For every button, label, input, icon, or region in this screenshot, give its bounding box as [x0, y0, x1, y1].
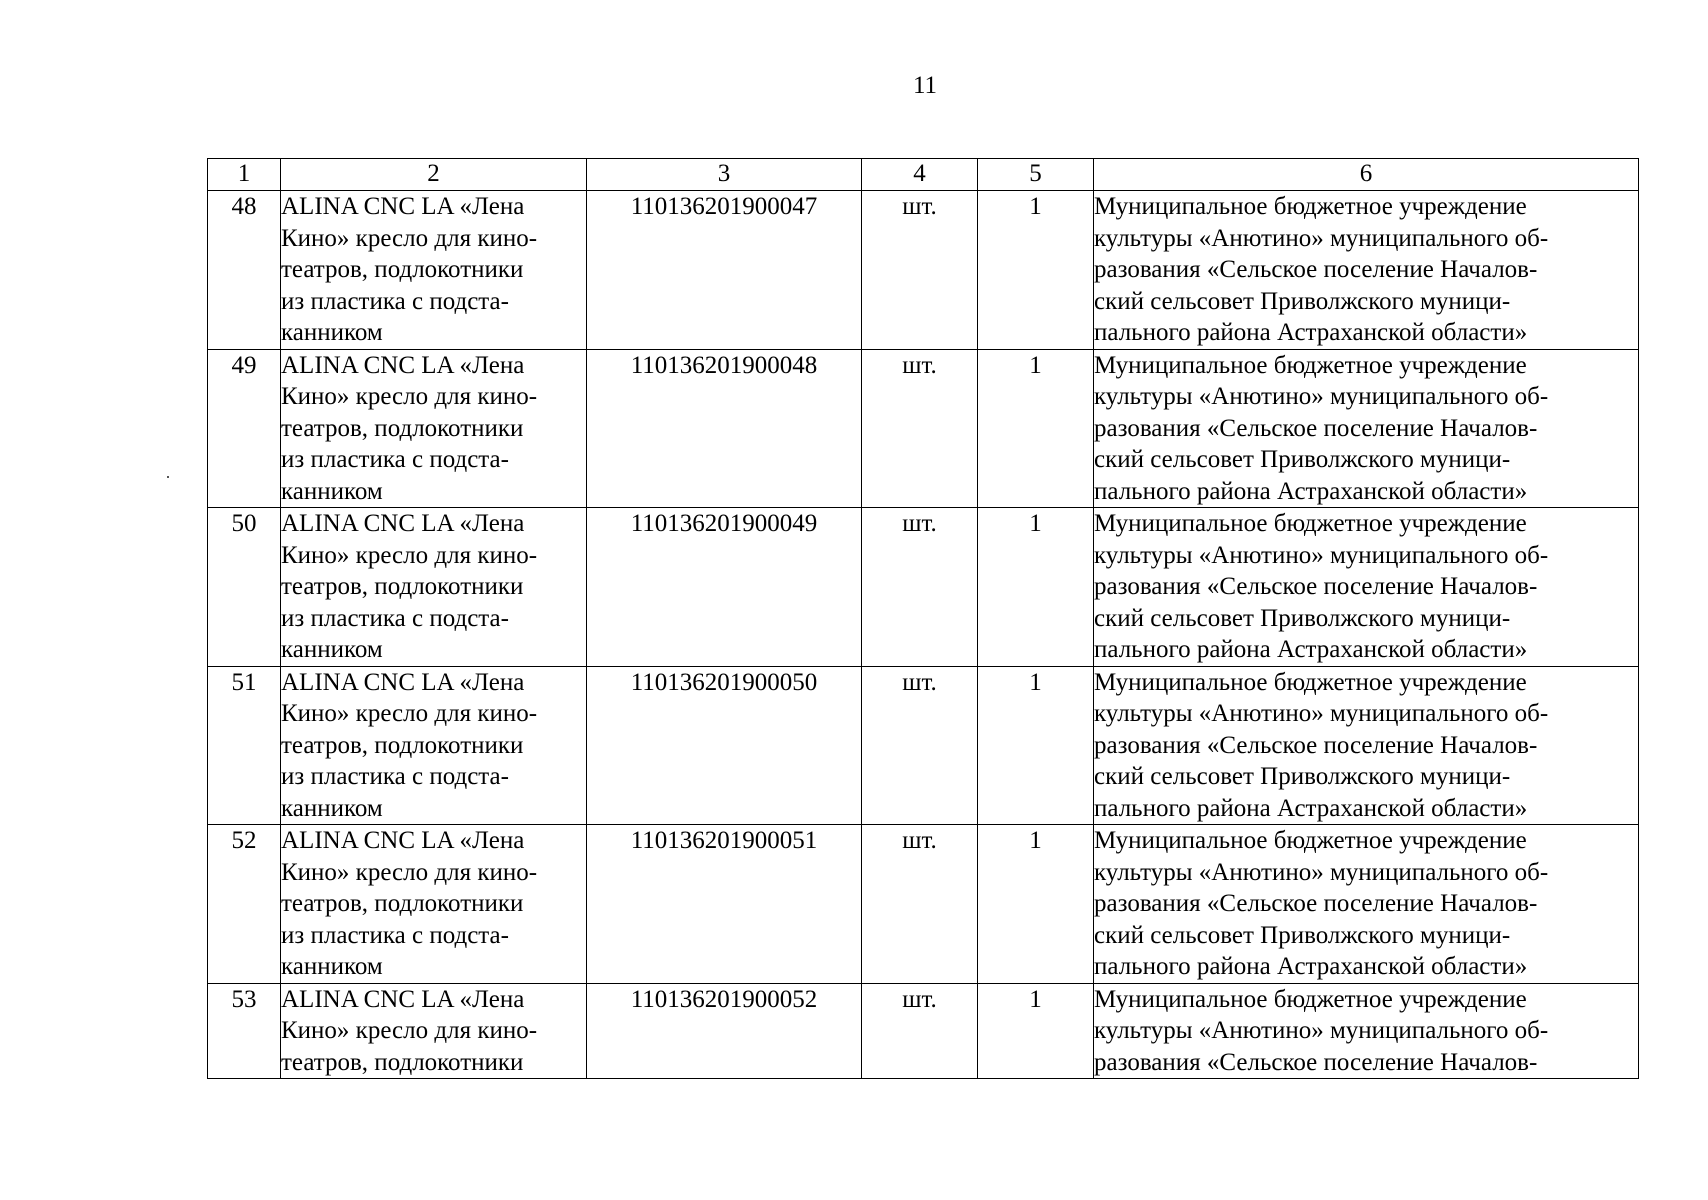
row-number-cell: 51 [208, 666, 281, 825]
inventory-code-cell: 110136201900047 [587, 191, 862, 350]
quantity-cell: 1 [978, 191, 1094, 350]
item-name-cell-line: ALINA CNC LA «Лена [281, 985, 525, 1013]
organization-cell-line: ский сельсовет Приволжского муници- [1094, 763, 1511, 790]
table-row [208, 983, 1639, 1079]
item-name-cell-line: театров, подлокотники [281, 573, 524, 600]
header-col-5: 5 [978, 159, 1094, 191]
inventory-code-cell: 110136201900050 [587, 666, 862, 825]
header-col-1: 1 [208, 159, 281, 191]
organization-cell-line: культуры «Анютино» муниципального об- [1094, 224, 1549, 252]
row-number-cell: 49 [208, 349, 281, 508]
organization-cell-line: Муниципальное бюджетное учреждение [1094, 985, 1527, 1013]
unit-cell: шт. [862, 983, 978, 1079]
scan-speck [167, 476, 169, 478]
unit-cell: шт. [862, 191, 978, 350]
item-name-cell-line: из пластика с подста- [281, 763, 509, 790]
item-name-cell [281, 983, 587, 1079]
organization-cell-line: пального района Астраханской области» [1094, 794, 1528, 822]
inventory-code-cell: 110136201900049 [587, 508, 862, 667]
organization-cell-line: пального района Астраханской области» [1094, 477, 1528, 505]
item-name-cell-line: ALINA CNC LA «Лена [281, 827, 525, 854]
item-name-cell-line: Кино» кресло для кино- [281, 541, 538, 569]
row-number-cell: 50 [208, 508, 281, 667]
unit-cell: шт. [862, 825, 978, 984]
item-name-cell-line: канником [281, 636, 383, 663]
quantity-cell: 1 [978, 666, 1094, 825]
inventory-table [207, 158, 1639, 1079]
header-col-2: 2 [281, 159, 587, 191]
table-row [208, 349, 1639, 508]
organization-cell [1094, 825, 1639, 984]
organization-cell-line: пального района Астраханской области» [1094, 636, 1528, 663]
item-name-cell [281, 825, 587, 984]
row-number-cell: 53 [208, 983, 281, 1079]
inventory-code-cell: 110136201900051 [587, 825, 862, 984]
item-name-cell-line: ALINA CNC LA «Лена [281, 510, 525, 537]
item-name-cell-line: из пластика с подста- [281, 921, 509, 949]
header-col-4: 4 [862, 159, 978, 191]
quantity-cell: 1 [978, 349, 1094, 508]
organization-cell [1094, 983, 1639, 1079]
item-name-cell-line: театров, подлокотники [281, 731, 524, 759]
quantity-cell: 1 [978, 825, 1094, 984]
item-name-cell-line: канником [281, 319, 383, 346]
item-name-cell [281, 666, 587, 825]
item-name-cell-line: ALINA CNC LA «Лена [281, 193, 525, 220]
organization-cell-line: разования «Сельское поселение Началов- [1094, 573, 1538, 600]
organization-cell-line: пального района Астраханской области» [1094, 953, 1528, 980]
quantity-cell: 1 [978, 508, 1094, 667]
item-name-cell [281, 508, 587, 667]
item-name-cell-line: ALINA CNC LA «Лена [281, 351, 525, 379]
item-name-cell-line: театров, подлокотники [281, 414, 524, 442]
organization-cell-line: пального района Астраханской области» [1094, 319, 1528, 346]
item-name-cell-line: Кино» кресло для кино- [281, 700, 538, 727]
item-name-cell [281, 349, 587, 508]
organization-cell-line: культуры «Анютино» муниципального об- [1094, 700, 1549, 727]
item-name-cell-line: Кино» кресло для кино- [281, 1017, 538, 1044]
organization-cell-line: культуры «Анютино» муниципального об- [1094, 383, 1549, 410]
organization-cell-line: разования «Сельское поселение Началов- [1094, 256, 1538, 283]
organization-cell-line: разования «Сельское поселение Началов- [1094, 890, 1538, 917]
header-col-3: 3 [587, 159, 862, 191]
organization-cell [1094, 508, 1639, 667]
unit-cell: шт. [862, 508, 978, 667]
item-name-cell-line: канником [281, 953, 383, 980]
organization-cell-line: культуры «Анютино» муниципального об- [1094, 1017, 1549, 1044]
organization-cell-line: Муниципальное бюджетное учреждение [1094, 193, 1527, 220]
organization-cell-line: культуры «Анютино» муниципального об- [1094, 858, 1549, 886]
table-row [208, 508, 1639, 667]
organization-cell-line: ский сельсовет Приволжского муници- [1094, 921, 1511, 949]
item-name-cell [281, 191, 587, 350]
organization-cell-line: разования «Сельское поселение Началов- [1094, 414, 1538, 442]
item-name-cell-line: театров, подлокотники [281, 1048, 524, 1076]
table-row [208, 825, 1639, 984]
item-name-cell-line: ALINA CNC LA «Лена [281, 668, 525, 696]
inventory-code-cell: 110136201900052 [587, 983, 862, 1079]
page-number: 11 [912, 72, 938, 99]
organization-cell [1094, 349, 1639, 508]
table-row [208, 666, 1639, 825]
table-row [208, 191, 1639, 350]
table-body [208, 191, 1639, 1079]
organization-cell-line: Муниципальное бюджетное учреждение [1094, 510, 1527, 537]
header-col-6: 6 [1094, 159, 1639, 191]
row-number-cell: 52 [208, 825, 281, 984]
item-name-cell-line: Кино» кресло для кино- [281, 224, 538, 252]
item-name-cell-line: театров, подлокотники [281, 890, 524, 917]
organization-cell-line: Муниципальное бюджетное учреждение [1094, 827, 1527, 854]
item-name-cell-line: канником [281, 477, 383, 505]
organization-cell [1094, 191, 1639, 350]
organization-cell-line: разования «Сельское поселение Началов- [1094, 1048, 1538, 1076]
item-name-cell-line: из пластика с подста- [281, 604, 509, 632]
organization-cell-line: Муниципальное бюджетное учреждение [1094, 351, 1527, 379]
row-number-cell: 48 [208, 191, 281, 350]
item-name-cell-line: Кино» кресло для кино- [281, 858, 538, 886]
organization-cell [1094, 666, 1639, 825]
unit-cell: шт. [862, 666, 978, 825]
item-name-cell-line: из пластика с подста- [281, 287, 509, 315]
item-name-cell-line: Кино» кресло для кино- [281, 383, 538, 410]
quantity-cell: 1 [978, 983, 1094, 1079]
organization-cell-line: культуры «Анютино» муниципального об- [1094, 541, 1549, 569]
unit-cell: шт. [862, 349, 978, 508]
organization-cell-line: ский сельсовет Приволжского муници- [1094, 446, 1511, 473]
organization-cell-line: ский сельсовет Приволжского муници- [1094, 287, 1511, 315]
item-name-cell-line: театров, подлокотники [281, 256, 524, 283]
organization-cell-line: ский сельсовет Приволжского муници- [1094, 604, 1511, 632]
item-name-cell-line: из пластика с подста- [281, 446, 509, 473]
item-name-cell-line: канником [281, 794, 383, 822]
organization-cell-line: разования «Сельское поселение Началов- [1094, 731, 1538, 759]
header-row [208, 159, 1639, 191]
organization-cell-line: Муниципальное бюджетное учреждение [1094, 668, 1527, 696]
inventory-code-cell: 110136201900048 [587, 349, 862, 508]
